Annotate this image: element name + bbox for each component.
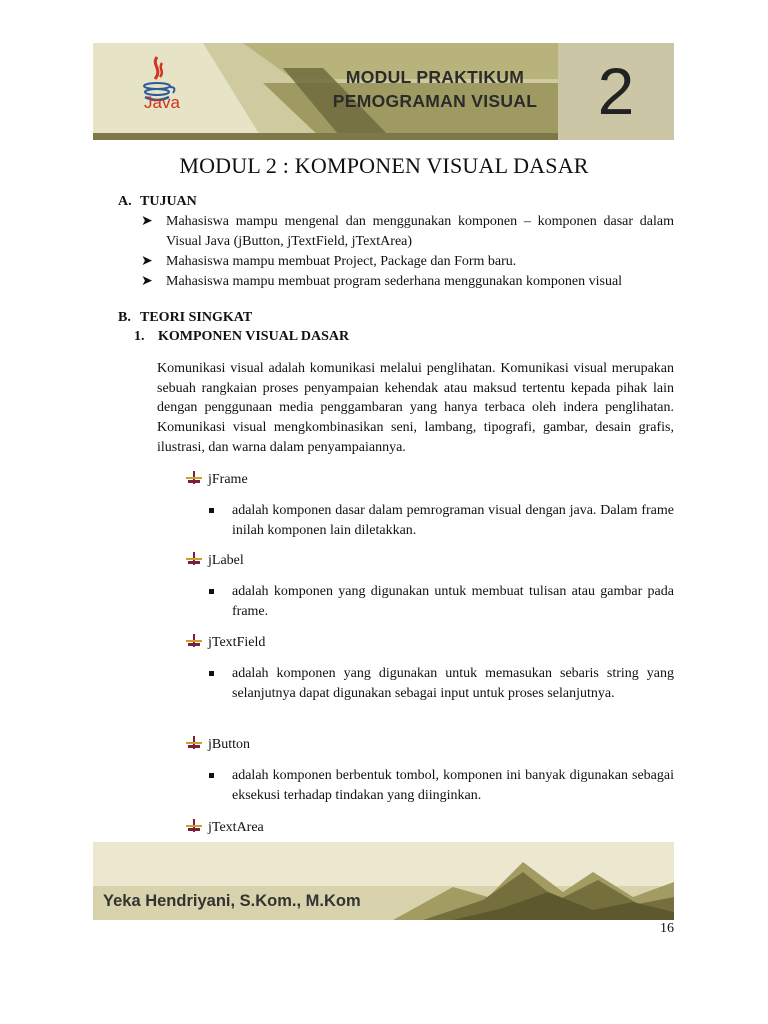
goal-item [141,252,674,272]
intro-paragraph: Komunikasi visual adalah komunikasi melalui penglihatan. Komunikasi visual merupakan sebuah rangkaian proses penyampaian kehendak atau maksud tertentu kepada pihak lain dengan penggunaan media penggambaran yang hanya terbaca oleh indera penglihatan. Komunikasi visual mengkombinasikan seni, lambang, tipografi, gambar, desain grafis, ilustrasi, dan warna dalam penyampaiannya. [157,361,674,455]
component-description [209,501,674,541]
section-b-letter: B. [118,310,131,325]
section-a-letter: A. [118,194,132,209]
component-description-text: adalah komponen berbentuk tombol, komponen ini banyak digunakan sebagai eksekusi terhadap tindakan yang diinginkan. [232,768,674,803]
component-description [209,582,674,622]
square-bullet-icon [209,589,214,594]
component-description [209,664,674,704]
component-description [209,766,674,806]
component-heading [186,551,244,570]
page-title: MODUL 2 : KOMPONEN VISUAL DASAR [179,153,589,178]
component-description-text: adalah komponen yang digunakan untuk membuat tulisan atau gambar pada frame. [232,584,674,619]
goal-text: Mahasiswa mampu mengenal dan menggunakan komponen – komponen dasar dalam Visual Java (jButton, jTextField, jTextArea) [166,214,674,249]
component-heading [186,470,248,489]
square-bullet-icon [209,508,214,513]
square-bullet-icon [209,773,214,778]
footer-banner [93,842,674,920]
component-description-text: adalah komponen yang digunakan untuk memasukan sebaris string yang selanjutnya dapat digunakan sebagai input untuk proses selanjutnya. [232,666,674,701]
component-heading [186,818,264,837]
pin-bullet-icon [186,736,202,750]
course-title-line2: PEMOGRAMAN VISUAL [332,91,538,111]
pin-bullet-icon [186,552,202,566]
pin-bullet-icon [186,819,202,833]
author-name: Yeka Hendriyani, S.Kom., M.Kom [103,892,361,910]
goal-item [141,272,674,292]
component-name: jLabel [208,553,244,568]
course-title-line1: MODUL PRAKTIKUM [345,67,525,87]
component-name: jButton [208,737,251,752]
arrow-bullet-icon: ➤ [141,254,153,269]
section-a-title: TUJUAN [140,194,197,209]
section-a-heading [118,194,197,210]
pin-bullet-icon [186,634,202,648]
component-name: jFrame [208,472,248,487]
subsection-heading [134,329,349,345]
section-b-heading [118,310,252,326]
course-title [315,65,555,113]
component-heading [186,735,250,754]
goal-text: Mahasiswa mampu membuat program sederhana menggunakan komponen visual [166,274,623,289]
component-description-text: adalah komponen dasar dalam pemrograman visual dengan java. Dalam frame inilah komponen lain diletakkan. [232,503,674,538]
component-name: jTextArea [208,820,264,835]
module-number: 2 [597,54,635,128]
arrow-bullet-icon: ➤ [141,214,153,229]
goal-text: Mahasiswa mampu membuat Project, Package dan Form baru. [166,254,517,269]
component-heading [186,633,265,652]
java-logo-text: Java [144,93,180,112]
subsection-title: KOMPONEN VISUAL DASAR [158,329,350,344]
arrow-bullet-icon: ➤ [141,274,153,289]
goal-item [141,212,674,251]
component-name: jTextField [208,635,266,650]
section-b-title: TEORI SINGKAT [140,310,253,325]
page-number: 16 [660,921,674,936]
header-banner [93,43,674,140]
subsection-number: 1. [134,329,145,344]
pin-bullet-icon [186,471,202,485]
square-bullet-icon [209,671,214,676]
